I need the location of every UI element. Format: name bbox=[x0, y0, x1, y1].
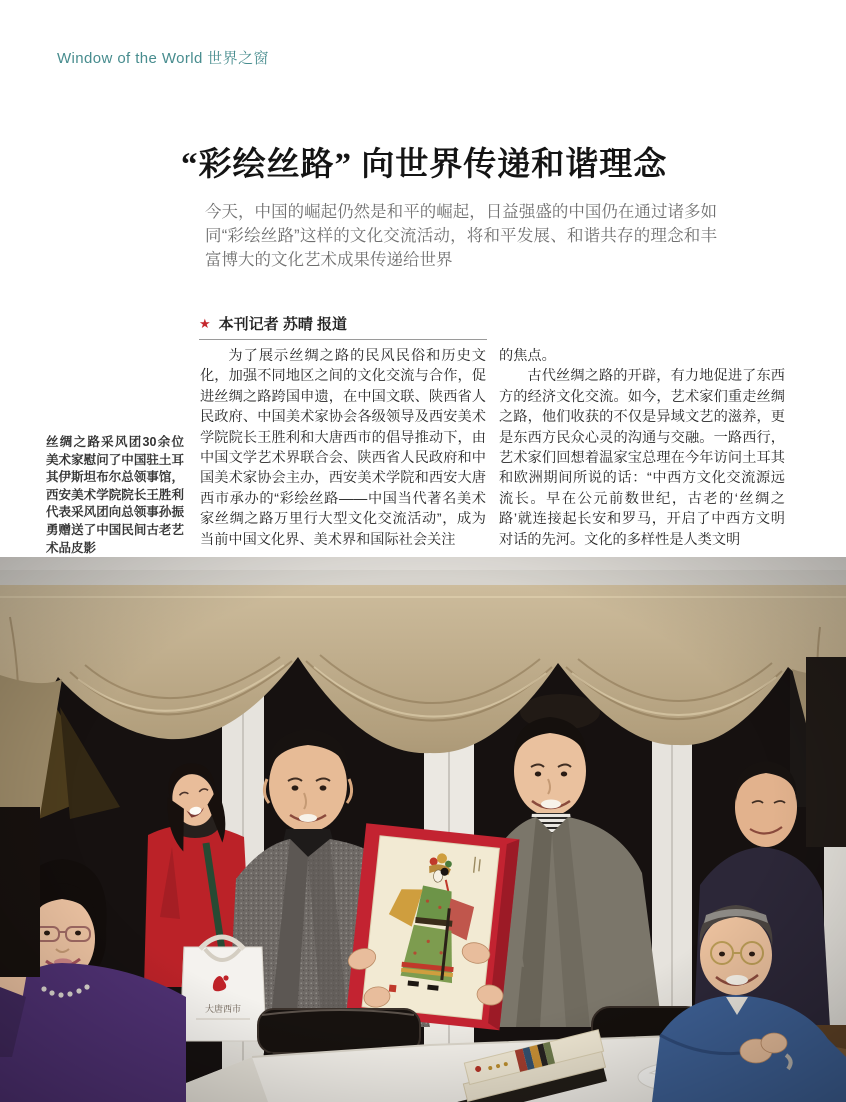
event-photograph bbox=[0, 557, 846, 1102]
body-paragraph: 为了展示丝绸之路的民风民俗和历史文化，加强不同地区之间的文化交流与合作，促进丝绸之路跨国申遗，在中国文联、陕西省人民政府、中国美术家协会各级领导及西安美术学院院长王胜利和大唐西市的倡导推动下，由中国文学艺术界联合会、陕西省人民政府和中国美术家协会主办，西安美术学院和西安大唐西市承办的“彩绘丝路——中国当代著名美术家丝绸之路万里行大型文化交流活动”，成为当前中国文化界、美术界和国际社会关注 bbox=[200, 348, 486, 548]
byline-rule bbox=[199, 339, 487, 340]
body-column-2 bbox=[499, 346, 785, 550]
article-title: “彩绘丝路” 向世界传递和谐理念 bbox=[181, 147, 668, 183]
byline bbox=[199, 313, 347, 334]
photo-caption: 丝绸之路采风团30余位美术家慰问了中国驻土耳其伊斯坦布尔总领事馆，西安美术学院院长王胜利代表采风团向总领事孙振勇赠送了中国民间古老艺术品皮影 bbox=[46, 435, 184, 555]
byline-text: 本刊记者 苏晴 报道 bbox=[218, 316, 347, 333]
article-body bbox=[200, 346, 785, 550]
article-standfirst: 今天，中国的崛起仍然是和平的崛起，日益强盛的中国仍在通过诸多如同“彩绘丝路”这样的文化交流活动，将和平发展、和谐共存的理念和丰富博大的文化艺术成果传递给世界 bbox=[205, 203, 717, 269]
section-kicker bbox=[57, 47, 269, 68]
body-paragraph: 古代丝绸之路的开辟，有力地促进了东西方的经济文化交流。如今，艺术家们重走丝绸之路，他们收获的不仅是异域文艺的滋养，更是东西方民众心灵的沟通与交融。一路西行，艺术家们回想着温家宝总理在今年访问土耳其和欧洲期间所说的话：“中西方文化交流源远流长。早在公元前数世纪，古老的‘丝绸之路’就连接起长安和罗马，开启了中西方文明对话的先河。文化的多样性是人类文明 bbox=[499, 368, 785, 548]
vignette bbox=[0, 557, 846, 1102]
photo-illustration bbox=[0, 557, 846, 1102]
star-icon: ★ bbox=[199, 316, 211, 331]
kicker-text: Window of the World 世界之窗 bbox=[57, 50, 269, 67]
body-column-1 bbox=[200, 346, 486, 550]
body-paragraph: 的焦点。 bbox=[499, 348, 556, 364]
